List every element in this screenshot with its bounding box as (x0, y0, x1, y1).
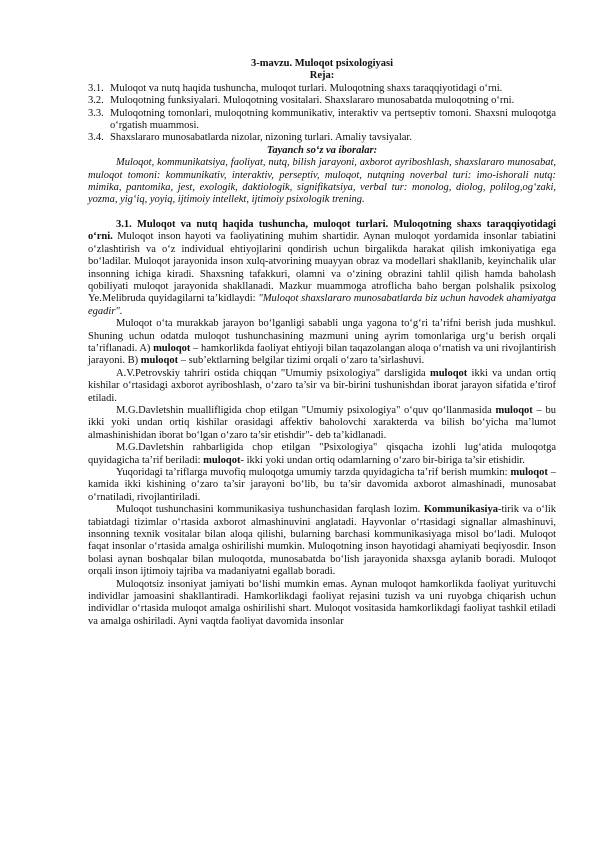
paragraph-text: A.V.Petrovskiy tahriri ostida chiqqan "Umumiy psixologiya" darsligida (116, 367, 430, 379)
quote-text: "Muloqot shaxslararo munosabatlarda biz uchun havodek ahamiyatga egadir". (88, 293, 556, 317)
plan-item-number: 3.4. (88, 132, 104, 144)
plan-item-text: Muloqotning funksiyalari. Muloqotning vositalari. Shaxslararo munosabatda muloqotning o‘rni. (110, 95, 515, 107)
paragraph-text: - ikki yoki undan ortiq odamlarning o‘zaro bir-biriga ta’sir etishidir. (240, 454, 525, 466)
section-heading: 3.1. Muloqot va nutq haqida tushuncha, muloqot turlari. Muloqotning shaxs taraqqiyotidagi o‘rni. (88, 218, 556, 243)
paragraph-7 (88, 504, 556, 578)
term-muloqot: muloqot (140, 355, 179, 367)
plan-item-text: Muloqotning tomonlari, muloqotning kommunikativ, interaktiv va pertseptiv tomoni. Shaxsni muloqotga o‘rgatish muammosi. (110, 107, 556, 132)
term-muloqot: muloqot (495, 404, 533, 416)
spacer (88, 207, 556, 219)
keywords-text: Muloqot, kommunikatsiya, faoliyat, nutq, bilish jarayoni, axborot ayriboshlash, shaxslararo munosabat, muloqot tomoni: kommunikativ, interaktiv, perseptiv, muloqot, nutqning noverbal turi: imo-ishorali nutq: mimika, pantomika, jest, exologik, daktiologik, signifikatsiya, verbal tur: monolog, diolog, polilog,og‘zaki, yozma, yig‘iq, yoyiq, ijtimoiy intellekt, ijtimoiy psixologik trening. (88, 157, 556, 206)
plan-item-number: 3.2. (88, 95, 104, 107)
paragraph-text: Muloqot tushunchasini kommunikasiya tushunchasidan farqlash lozim. (116, 504, 424, 516)
paragraph-8 (88, 579, 556, 629)
keywords-heading: Tayanch so‘z va iboralar: (266, 144, 378, 156)
paragraph-text: – bu ikki yoki undan ortiq kishilar orasidagi affektiv baholovchi xarakterda va bilish bo‘yicha ma’lumot almashinishidan iborat bo‘lgan o‘zaro ta’sir etishdir"- deb ta’kidlanadi. (88, 404, 556, 441)
term-muloqot: muloqot (510, 467, 548, 478)
plan-item-text: Muloqot va nutq haqida tushuncha, muloqot turlari. Muloqotning shaxs taraqqiyotidagi o‘rni. (110, 82, 503, 94)
plan-item (88, 95, 556, 107)
paragraph-4 (88, 405, 556, 442)
plan-item-number: 3.3. (88, 107, 104, 119)
document-page (88, 58, 556, 628)
paragraph-text: ikki va undan ortiq kishilar o‘rtasidagi axborot ayriboshlash, o‘zaro ta’sir va bir-birini tushunishdan iborat jarayon sifatida e’tirof etiladi. (88, 367, 556, 404)
paragraph-6 (88, 467, 556, 504)
term-muloqot: muloqot (153, 342, 191, 354)
plan-item (88, 83, 556, 95)
paragraph-text: Muloqot inson hayoti va faoliyatining muhim shartidir. Aynan muloqot yordamida insonlar tabiatini o‘zlashtirish va o‘z individual ehtiyojlarini qondirish uchun birgalikda harakat qilish imkoniyatiga ega bo‘ladilar. Muloqot jarayonida inson xulq-atvorining muayyan obraz va modellari shakllanib, keyinchalik ular insonning ichiga kiradi. Shaxsning tafakkuri, olamni va o‘zining obrazini tahlil qilish hamda baholash qobiliyati muloqot jarayonida shakllanadi. Mazkur muammoga atroflicha baho bergan polshalik psixolog Ye.Melibruda quyidagilarni ta’kidlaydi: (88, 231, 556, 305)
paragraph-text: – sub’ektlarning belgilar tizimi orqali o‘zaro ta’sirlashuvi. (178, 355, 425, 367)
term-muloqot: muloqot (429, 367, 468, 379)
paragraph-text: – kamida ikki kishining o‘zaro ta’sir jarayoni bo‘lib, bu ta’sir davomida axborot almashinadi, munosabat o‘rnatiladi, rivojlantiriladi. (88, 467, 556, 503)
paragraph-text: -tirik va o‘lik tabiatdagi tizimlar o‘rtasida axborot almashinuvini anglatadi. Hayvonlar o‘rtasidagi signallar almashinuvi, insonning texnik vositalar bilan aloqa qilishi, bularning barchasi kommunikasiyaga misol bo‘ladi. Muloqot faqat insonlar o‘rtasida amalga oshirilishi mumkin. Muloqotning inson hayotidagi ahamiyati beqiyosdir. Inson bolasi aynan boshqalar bilan muloqotda, munosabatda bo‘lish jarayonida shaxsga aylanib boradi. Muloqot orqali inson ijtimoiy tajriba va madaniyatni egallab boradi. (88, 504, 556, 578)
plan-list (88, 83, 556, 145)
paragraph-text: Yuqoridagi ta’riflarga muvofiq muloqotga umumiy tarzda quyidagicha ta’rif berish mumkin: (116, 467, 511, 478)
term-kommunikasiya: Kommunikasiya (423, 504, 498, 516)
paragraph-3 (88, 368, 556, 405)
paragraph-1 (88, 219, 556, 318)
paragraph-text: Muloqot o‘ta murakkab jarayon bo‘lganligi sababli unga yagona to‘g‘ri ta’rifni berish juda mushkul. Shuning uchun odatda muloqot tushunchasining mazmuni uning ayrim tomonlariga urg‘u berish orqali ta’riflanadi. A) (88, 318, 556, 354)
plan-item-text: Shaxslararo munosabatlarda nizolar, nizoning turlari. Amaliy tavsiyalar. (110, 132, 412, 144)
paragraph-text: M.G.Davletshin muallifligida chop etilgan "Umumiy psixologiya" o‘quv qo‘llanmasida (116, 404, 496, 416)
plan-item-number: 3.1. (88, 82, 104, 94)
paragraph-text: – hamkorlikda faoliyat ehtiyoji bilan taqazolangan aloqa o‘rnatish va uni rivojlantirish jarayoni. B) (88, 342, 557, 367)
plan-item (88, 132, 556, 144)
paragraph-5 (88, 442, 556, 467)
paragraph-2 (88, 318, 556, 368)
term-muloqot: muloqot (203, 454, 241, 466)
paragraph-text: Muloqotsiz insoniyat jamiyati bo‘lishi mumkin emas. Aynan muloqot hamkorlikda faoliyat yurituvchi individlar jamoasini shakllantiradi. Hamkorlikdagi faoliyat rejasini tuzish va uni ruyobga chiqarish uchun individlar o‘rtasida muloqot amalga oshirilishi shart. Muloqot vositasida hamkorlikdagi faoliyat tashkil etiladi va amalga oshiriladi. Ayni vaqtda faoliyat davomida insonlar (88, 578, 556, 627)
document-title: 3-mavzu. Muloqot psixologiyasi (250, 58, 394, 69)
plan-item (88, 108, 556, 133)
paragraph-text: M.G.Davletshin rahbarligida chop etilgan "Psixologiya" qisqacha izohli lug‘atida muloqotga quyidagicha ta’rif beriladi: (88, 442, 556, 466)
plan-heading: Reja: (309, 70, 335, 82)
